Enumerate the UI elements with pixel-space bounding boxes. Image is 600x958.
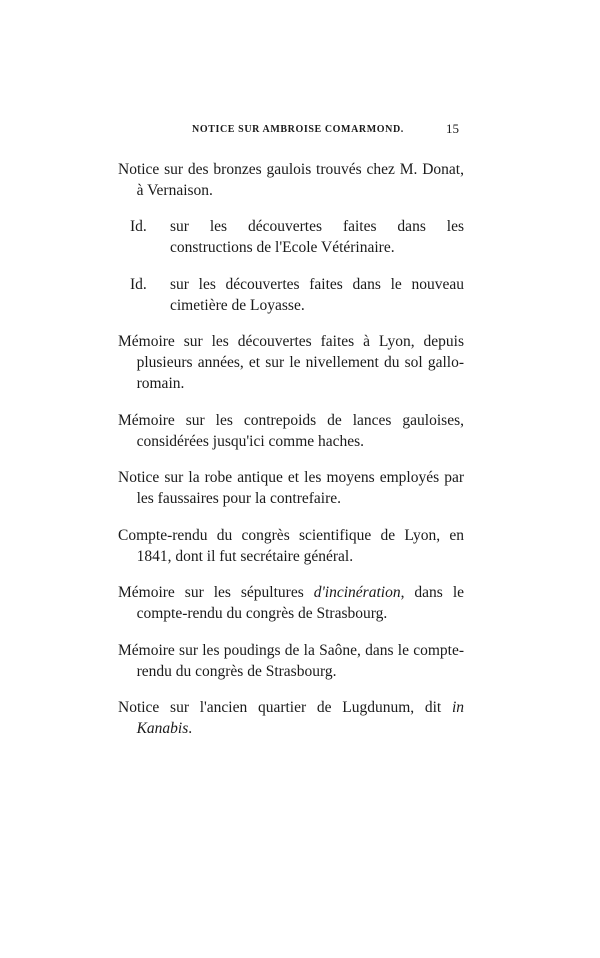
bibliography-entry — [118, 159, 464, 201]
entry-text: Notice sur la robe antique et les moyens employés par les faussaires pour la contrefaire. — [118, 469, 464, 507]
entry-italic-text: in Kanabis — [136, 699, 464, 737]
bibliography-entry — [118, 410, 464, 452]
entry-text: Compte-rendu du congrès scientifique de Lyon, en 1841, dont il fut secrétaire général. — [118, 526, 464, 565]
entry-text: sur les découvertes faites dans les constructions de l'Ecole Vétérinaire. — [170, 218, 464, 256]
entry-text: sur les découvertes faites dans le nouveau cimetière de Loyasse. — [170, 275, 464, 314]
entry-text: Mémoire sur les sépultures — [118, 584, 314, 601]
entry-text: Notice sur l'ancien quartier de Lugdunum, dit — [118, 699, 452, 716]
bibliography-entry — [118, 582, 464, 624]
bibliography-entry — [118, 467, 464, 509]
bibliography-entry — [118, 216, 464, 258]
entry-text: . — [188, 720, 193, 737]
bibliography-entry — [118, 697, 464, 739]
page-number: 15 — [446, 121, 459, 136]
entry-text: Notice sur des bronzes gaulois trouvés chez M. Donat, à Vernaison. — [118, 160, 464, 199]
ibid-label: Id. — [130, 218, 147, 235]
entry-text: , dans le compte-rendu du congrès de Strasbourg. — [136, 584, 464, 622]
ibid-label: Id. — [130, 275, 147, 293]
bibliography-entry — [118, 331, 464, 394]
entry-text: Mémoire sur les contrepoids de lances gauloises, considérées jusqu'ici comme haches. — [118, 411, 464, 450]
bibliography-list — [118, 143, 464, 745]
entry-text: Mémoire sur les découvertes faites à Lyon, depuis plusieurs années, et sur le nivellement du sol gallo-romain. — [118, 333, 464, 392]
entry-italic-text: d'incinération — [313, 584, 401, 601]
running-title: NOTICE SUR AMBROISE COMARMOND. — [192, 124, 404, 135]
bibliography-entry — [118, 640, 464, 682]
bibliography-entry — [118, 274, 464, 316]
bibliography-entry — [118, 525, 464, 567]
entry-text: Mémoire sur les poudings de la Saône, dans le compte-rendu du congrès de Strasbourg. — [118, 641, 464, 680]
